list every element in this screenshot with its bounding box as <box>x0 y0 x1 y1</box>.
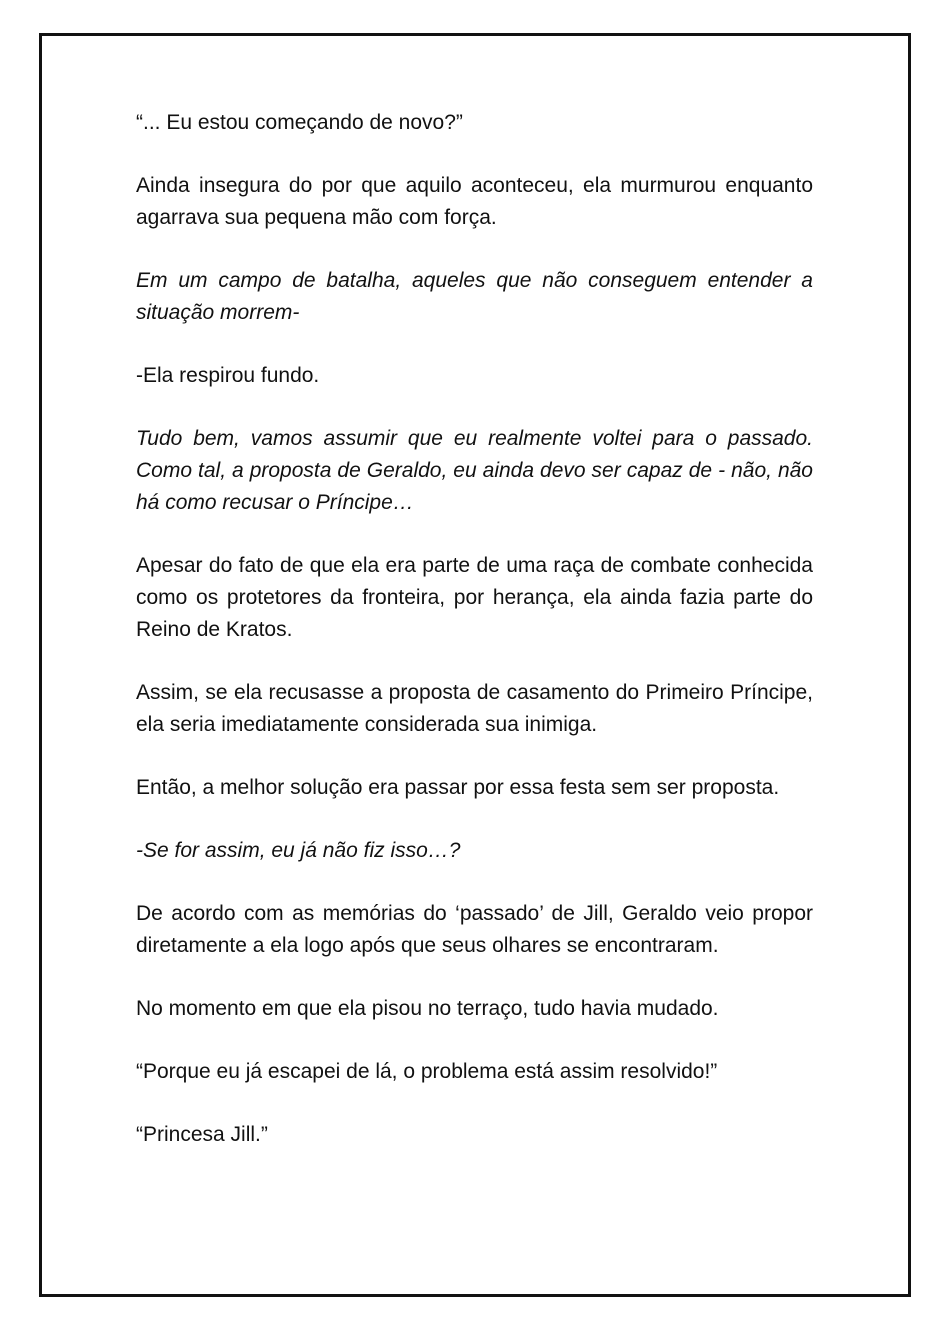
paragraph: “Princesa Jill.” <box>136 1123 268 1146</box>
paragraph: -Ela respirou fundo. <box>136 364 320 387</box>
paragraph: Então, a melhor solução era passar por essa festa sem ser proposta. <box>136 776 780 799</box>
paragraph: Ainda insegura do por que aquilo aconteceu, ela murmurou enquanto agarrava sua pequena mão com força. <box>136 174 813 229</box>
document-body <box>136 107 813 1182</box>
paragraph: “Porque eu já escapei de lá, o problema está assim resolvido!” <box>136 1060 718 1083</box>
paragraph: Assim, se ela recusasse a proposta de casamento do Primeiro Príncipe, ela seria imediatamente considerada sua inimiga. <box>136 681 813 736</box>
paragraph: Tudo bem, vamos assumir que eu realmente voltei para o passado. Como tal, a proposta de Geraldo, eu ainda devo ser capaz de - não, não há como recusar o Príncipe… <box>136 427 813 514</box>
paragraph: -Se for assim, eu já não fiz isso…? <box>136 839 461 862</box>
paragraph: Em um campo de batalha, aqueles que não conseguem entender a situação morrem- <box>136 269 813 324</box>
paragraph: Apesar do fato de que ela era parte de uma raça de combate conhecida como os protetores da fronteira, por herança, ela ainda fazia parte do Reino de Kratos. <box>136 554 813 641</box>
paragraph: De acordo com as memórias do ‘passado’ de Jill, Geraldo veio propor diretamente a ela logo após que seus olhares se encontraram. <box>136 902 813 957</box>
paragraph: “... Eu estou começando de novo?” <box>136 111 463 134</box>
paragraph: No momento em que ela pisou no terraço, tudo havia mudado. <box>136 997 719 1020</box>
